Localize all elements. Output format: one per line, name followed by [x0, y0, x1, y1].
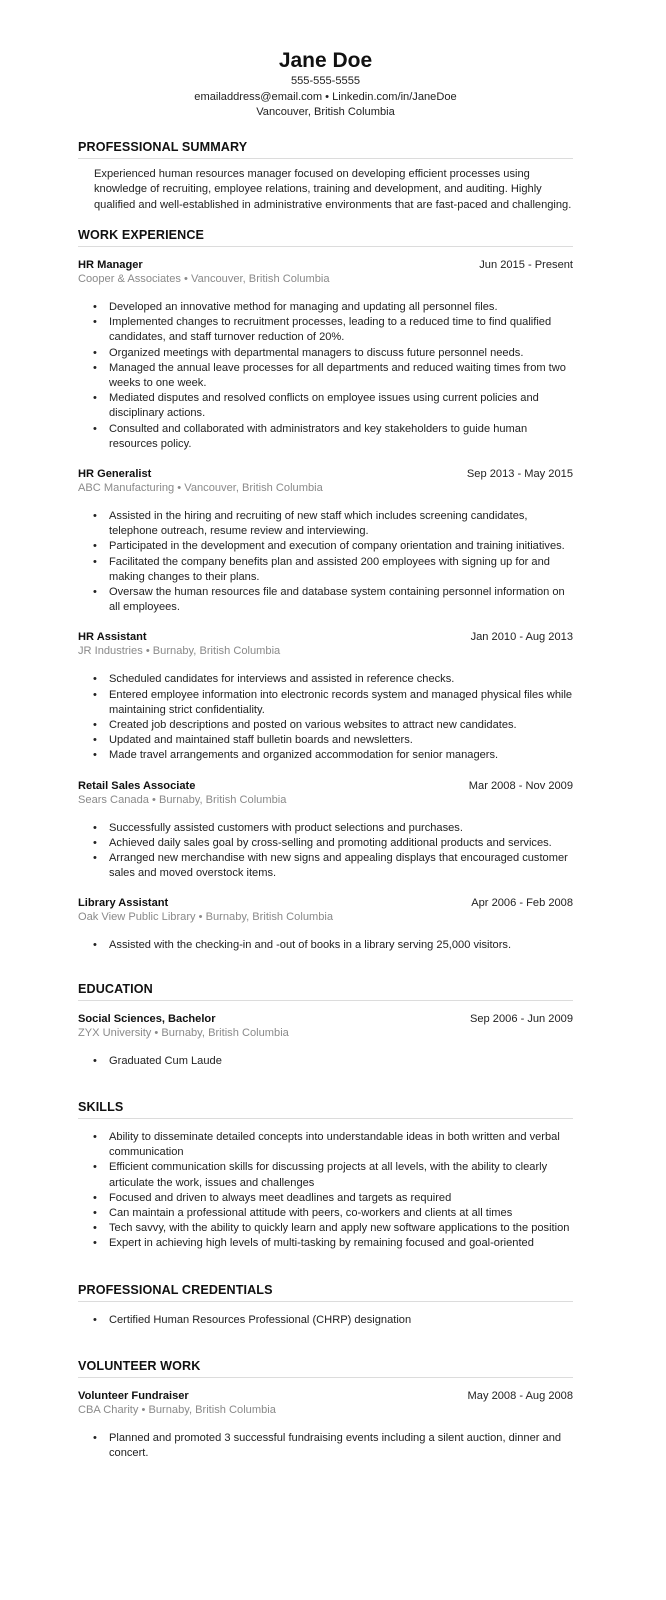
job-header: [78, 779, 573, 793]
degree: Social Sciences, Bachelor: [78, 1012, 216, 1025]
volunteer-org: CBA Charity • Burnaby, British Columbia: [78, 1403, 276, 1416]
job-employer: Cooper & Associates • Vancouver, British Columbia: [78, 273, 330, 285]
list-item: • Developed an innovative method for managing and updating all personnel files.: [78, 300, 573, 315]
job-title: HR Assistant: [78, 631, 147, 644]
job-bullets: [78, 821, 573, 882]
section-title-skills: SKILLS: [78, 1099, 573, 1119]
job-title: Retail Sales Associate: [78, 779, 196, 792]
list-item: • Successfully assisted customers with product selections and purchases.: [78, 821, 573, 836]
job-entry: [78, 258, 573, 452]
job-dates: Apr 2006 - Feb 2008: [471, 897, 573, 910]
job-title: HR Generalist: [78, 468, 152, 481]
list-item: • Planned and promoted 3 successful fundraising events including a silent auction, dinner and concert.: [78, 1431, 573, 1461]
list-item: • Managed the annual leave processes for all departments and reduced waiting times from two weeks to one week.: [78, 361, 573, 391]
list-item: • Oversaw the human resources file and database system containing personnel information on all employees.: [78, 585, 573, 615]
job-dates: Sep 2013 - May 2015: [466, 468, 573, 481]
skills-section: [78, 1099, 573, 1252]
job-header: [78, 258, 573, 272]
summary-text: Experienced human resources manager focused on developing efficient processes using knowledge of recruiting, employee relations, training and development, and auditing. Highly qualified and well-established in administrative environments that are fast-paced and challenging.: [94, 167, 572, 211]
list-item: • Certified Human Resources Professional (CHRP) designation: [78, 1313, 573, 1328]
school: ZYX University • Burnaby, British Columbia: [78, 1026, 289, 1039]
work-experience-section: [78, 227, 573, 954]
list-item: • Ability to disseminate detailed concepts into understandable ideas in both written and verbal communication: [78, 1130, 573, 1160]
education-header: [78, 1012, 573, 1026]
credentials-list: [78, 1313, 573, 1328]
job-dates: Mar 2008 - Nov 2009: [468, 779, 573, 792]
list-item: • Facilitated the company benefits plan and assisted 200 employees with signing up for and making changes to their plans.: [78, 555, 573, 585]
volunteer-role: Volunteer Fundraiser: [78, 1389, 189, 1402]
volunteer-header: [78, 1389, 573, 1403]
list-item: • Expert in achieving high levels of multi-tasking by remaining focused and goal-oriented: [78, 1236, 573, 1251]
job-bullets: [78, 938, 573, 953]
job-dates: Jun 2015 - Present: [479, 259, 573, 271]
list-item: • Participated in the development and execution of company orientation and training initiatives.: [78, 539, 573, 554]
section-title-volunteer: VOLUNTEER WORK: [78, 1358, 573, 1378]
job-employer: Sears Canada • Burnaby, British Columbia: [78, 793, 287, 806]
list-item: • Mediated disputes and resolved conflicts on employee issues using current policies and disciplinary actions.: [78, 391, 573, 421]
job-title: Library Assistant: [78, 897, 169, 910]
job-entry: [78, 630, 573, 763]
job-bullets: [78, 672, 573, 763]
list-item: • Scheduled candidates for interviews and assisted in reference checks.: [78, 672, 573, 687]
volunteer-dates: May 2008 - Aug 2008: [467, 1389, 573, 1402]
list-item: • Made travel arrangements and organized accommodation for senior managers.: [78, 748, 573, 763]
education-bullets: [78, 1054, 573, 1069]
list-item: • Organized meetings with departmental managers to discuss future personnel needs.: [78, 346, 573, 361]
education-dates: Sep 2006 - Jun 2009: [469, 1012, 573, 1025]
list-item: • Assisted with the checking-in and -out of books in a library serving 25,000 visitors.: [78, 938, 573, 953]
contact-line: emailaddress@email.com • Linkedin.com/in/JaneDoe: [194, 90, 457, 103]
list-item: • Arranged new merchandise with new signs and appealing displays that encouraged customer sales and moved overstock items.: [78, 851, 573, 881]
skills-list: [78, 1130, 573, 1252]
credentials-section: [78, 1282, 573, 1328]
list-item: • Updated and maintained staff bulletin boards and newsletters.: [78, 733, 573, 748]
list-item: • Can maintain a professional attitude with peers, co-workers and clients at all times: [78, 1206, 573, 1221]
job-employer: Oak View Public Library • Burnaby, British Columbia: [78, 911, 334, 924]
location: Vancouver, British Columbia: [256, 106, 395, 118]
list-item: • Entered employee information into electronic records system and managed physical files while maintaining strict confidentiality.: [78, 688, 573, 718]
section-title-education: EDUCATION: [78, 981, 573, 1001]
job-dates: Jan 2010 - Aug 2013: [470, 631, 573, 644]
list-item: • Focused and driven to always meet deadlines and targets as required: [78, 1191, 573, 1206]
section-title-summary: PROFESSIONAL SUMMARY: [78, 139, 573, 159]
resume-header: [78, 0, 573, 121]
candidate-name: Jane Doe: [278, 49, 373, 72]
job-entry: [78, 467, 573, 615]
job-entry: [78, 896, 573, 953]
phone-number: 555-555-5555: [290, 75, 361, 87]
list-item: • Tech savvy, with the ability to quickly learn and apply new software applications to the position: [78, 1221, 573, 1236]
list-item: • Graduated Cum Laude: [78, 1054, 573, 1069]
volunteer-bullets: [78, 1431, 573, 1461]
job-title: HR Manager: [78, 259, 143, 271]
job-header: [78, 896, 573, 910]
job-bullets: [78, 300, 573, 452]
job-entry: [78, 779, 573, 882]
job-header: [78, 467, 573, 481]
list-item: • Created job descriptions and posted on various websites to attract new candidates.: [78, 718, 573, 733]
education-entry: [78, 1012, 573, 1069]
section-title-work: WORK EXPERIENCE: [78, 227, 573, 247]
list-item: • Efficient communication skills for discussing projects at all levels, with the ability to clearly articulate the work, issues and challenges: [78, 1160, 573, 1190]
job-header: [78, 630, 573, 644]
list-item: • Achieved daily sales goal by cross-selling and promoting additional products and services.: [78, 836, 573, 851]
education-section: [78, 981, 573, 1069]
job-bullets: [78, 509, 573, 615]
list-item: • Implemented changes to recruitment processes, leading to a reduced time to find qualified candidates, and staff turnover reduction of 20%.: [78, 315, 573, 345]
volunteer-section: [78, 1358, 573, 1461]
volunteer-entry: [78, 1389, 573, 1461]
list-item: • Assisted in the hiring and recruiting of new staff which includes screening candidates, telephone outreach, resume review and interviewing.: [78, 509, 573, 539]
summary-section: [78, 139, 573, 214]
resume-page: [78, 0, 573, 1461]
section-title-credentials: PROFESSIONAL CREDENTIALS: [78, 1282, 573, 1302]
list-item: • Consulted and collaborated with administrators and key stakeholders to guide human resources policy.: [78, 422, 573, 452]
job-employer: JR Industries • Burnaby, British Columbia: [78, 645, 281, 658]
job-employer: ABC Manufacturing • Vancouver, British Columbia: [78, 482, 323, 495]
